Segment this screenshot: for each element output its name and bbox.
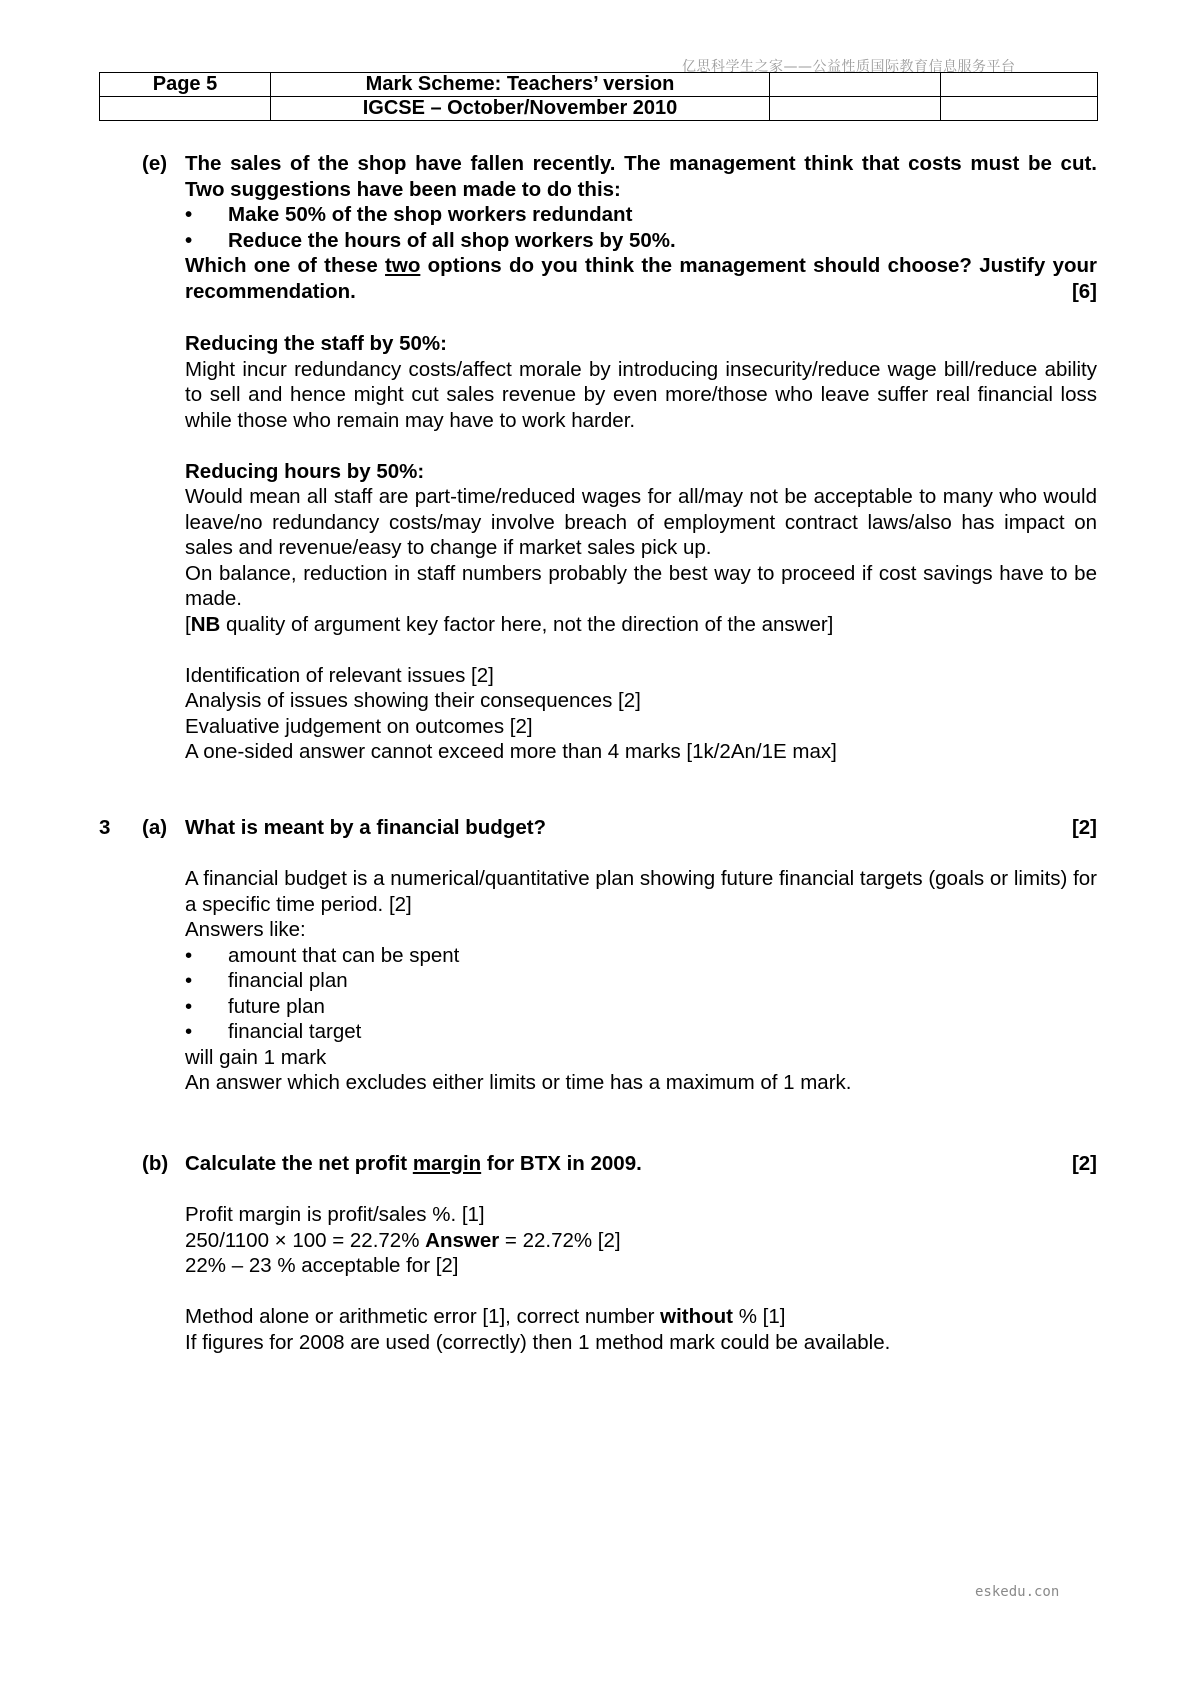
answer-bullet: • amount that can be spent (185, 943, 460, 967)
header-empty-cell (941, 97, 1098, 121)
answer-3b-line: Method alone or arithmetic error [1], correct number without % [1] (185, 1305, 786, 1328)
question-label-b: (b) (142, 1152, 169, 1175)
answer-bullet: • future plan (185, 994, 325, 1018)
question-2e-text: The sales of the shop have fallen recently. The management think that costs must be cut. Two suggestions have been made to do this: (185, 152, 1097, 201)
page-number: Page 5 (100, 73, 271, 97)
question-2e-prompt: Which one of these two options do you think the management should choose? Justify your recommendation. (185, 254, 1097, 303)
question-number-3: 3 (99, 816, 111, 839)
question-bullet: • Make 50% of the shop workers redundant (185, 203, 633, 226)
answer-bullet: • financial plan (185, 969, 348, 992)
criteria-item: Analysis of issues showing their consequences [2] (185, 689, 641, 712)
criteria-item: A one-sided answer cannot exceed more than 4 marks [1k/2An/1E max] (185, 740, 837, 763)
watermark-top: 亿思科学生之家——公益性质国际教育信息服务平台 (682, 59, 1016, 75)
nb-note: [NB quality of argument key factor here, not the direction of the answer] (185, 612, 834, 636)
hours-heading: Reducing hours by 50%: (185, 459, 425, 483)
answer-3b-line: 22% – 23 % acceptable for [2] (185, 1254, 459, 1277)
gain-mark: will gain 1 mark (185, 1045, 327, 1069)
answer-3b (185, 1202, 1097, 1355)
answer-3b-line: 250/1100 × 100 = 22.72% Answer = 22.72% [2] (185, 1228, 621, 1252)
marks-3b: [2] (1071, 1152, 1097, 1175)
header-title: Mark Scheme: Teachers’ version (271, 73, 770, 97)
answer-bullet: • financial target (185, 1020, 362, 1043)
header-empty-cell (100, 97, 271, 121)
hours-text: Would mean all staff are part-time/reduced wages for all/may not be acceptable to many who would leave/no redundancy costs/may involve breach of employment contract laws/also has impact on sales and revenue/easy to change if market sales pick up. (185, 485, 1097, 559)
question-label-a: (a) (142, 816, 168, 839)
balance-text: On balance, reduction in staff numbers probably the best way to proceed if cost savings have to be made. (185, 561, 1097, 610)
header-subtitle: IGCSE – October/November 2010 (271, 97, 770, 121)
answer-2e (185, 331, 1097, 765)
question-3b: Calculate the net profit margin for BTX in 2009. (185, 1152, 642, 1175)
watermark-bottom: eskedu.con (975, 1584, 1060, 1600)
question-2e (185, 151, 1097, 304)
answer-3a (185, 866, 1097, 1096)
answer-3a-text: A financial budget is a numerical/quantitative plan showing future financial targets (goals or limits) for a specific time period. [2] (185, 867, 1097, 916)
header-empty-cell (770, 97, 941, 121)
question-3a: What is meant by a financial budget? (185, 816, 547, 839)
staff-heading: Reducing the staff by 50%: (185, 332, 447, 355)
answer-3b-line: If figures for 2008 are used (correctly) then 1 method mark could be available. (185, 1330, 891, 1354)
answers-like: Answers like: (185, 918, 306, 941)
question-label-e: (e) (142, 152, 168, 175)
marks-2e: [6] (1071, 280, 1097, 303)
answer-3a-note: An answer which excludes either limits or time has a maximum of 1 mark. (185, 1071, 852, 1094)
criteria-item: Evaluative judgement on outcomes [2] (185, 714, 533, 738)
criteria-item: Identification of relevant issues [2] (185, 663, 494, 687)
header-empty-cell (770, 73, 941, 97)
staff-text: Might incur redundancy costs/affect morale by introducing insecurity/reduce wage bill/reduce ability to sell and hence might cut sales revenue by even more/those who leave suffer real financial loss while those who remain may have to work harder. (185, 357, 1097, 432)
header-table (99, 72, 1098, 121)
header-empty-cell (941, 73, 1098, 97)
marks-3a: [2] (1071, 816, 1097, 839)
question-bullet: • Reduce the hours of all shop workers by 50%. (185, 228, 676, 252)
answer-3b-line: Profit margin is profit/sales %. [1] (185, 1203, 485, 1226)
